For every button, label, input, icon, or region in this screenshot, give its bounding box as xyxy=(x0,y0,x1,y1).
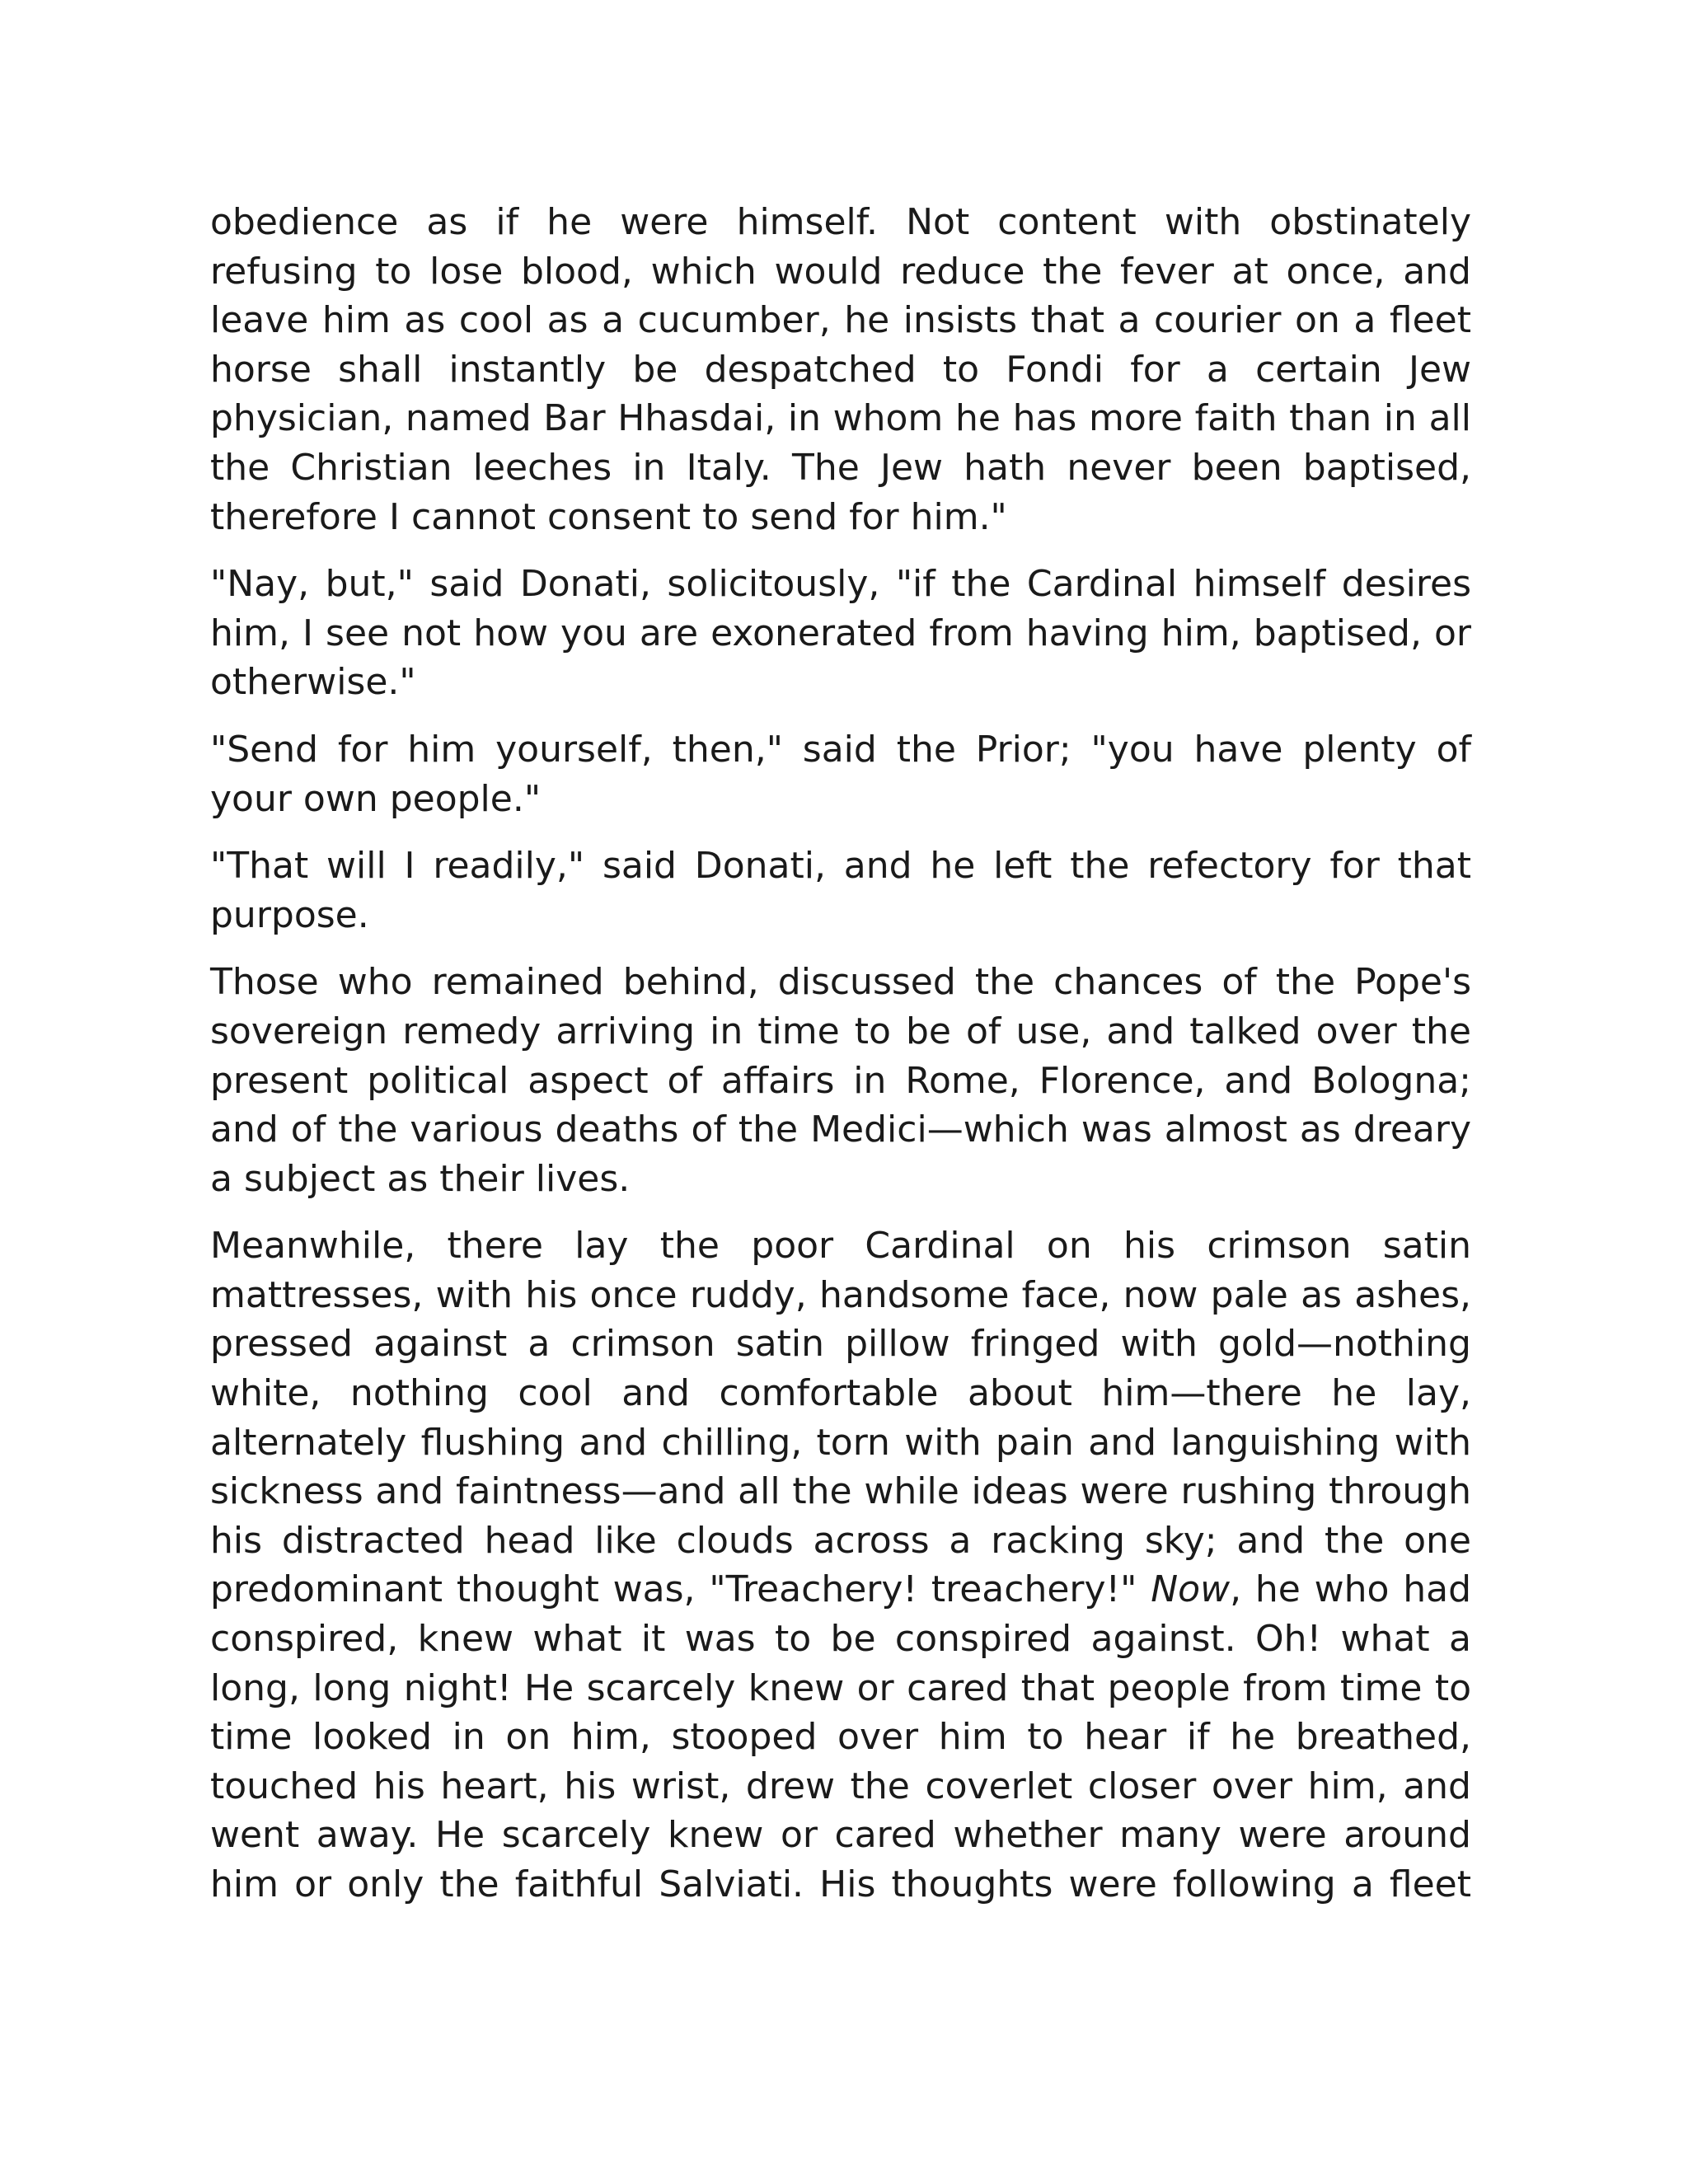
paragraph-text: Meanwhile, there lay the poor Cardinal on his crimson satin mattresses, with his once ruddy, handsome face, now pale as ashes, pressed against a crimson satin pillow fringed with gold—nothing white, nothing cool and comfortable about him—there he lay, alternately flushing and chilling, torn with pain and languishing with sickness and faintness—and all the while ideas were rushing through his distracted head like clouds across a racking sky; and the one predominant thought was, "Treachery! treachery!" xyxy=(210,1225,1471,1611)
paragraph: obedience as if he were himself. Not content with obstinately refusing to lose blood, which would reduce the fever at once, and leave him as cool as a cucumber, he insists that a courier on a fleet horse shall instantly be despatched to Fondi for a certain Jew physician, named Bar Hhasdai, in whom he has more faith than in all the Christian leeches in Italy. The Jew hath never been baptised, therefore I cannot consent to send for him." xyxy=(210,201,1471,538)
paragraph: "That will I readily," said Donati, and he left the refectory for that purpose. xyxy=(210,845,1471,936)
paragraph: "Nay, but," said Donati, solicitously, "if the Cardinal himself desires him, I see not how you are exonerated from having him, baptised, or otherwise." xyxy=(210,563,1471,704)
paragraph xyxy=(210,1221,1471,1909)
paragraph: Those who remained behind, discussed the chances of the Pope's sovereign remedy arriving in time to be of use, and talked over the present political aspect of affairs in Rome, Florence, and Bologna; and of the various deaths of the Medici—which was almost as dreary a subject as their lives. xyxy=(210,961,1471,1200)
page-body xyxy=(210,198,1471,1928)
emphasized-word: Now xyxy=(1151,1568,1231,1611)
paragraph-text: , he who had conspired, knew what it was to be conspired against. Oh! what a long, long night! He scarcely knew or cared that people from time to time looked in on him, stooped over him to hear if he breathed, touched his heart, his wrist, drew the coverlet closer over him, and went away. He scarcely knew or cared whether many were around him or only the faithful Salviati. His thoughts were following a fleet xyxy=(210,1568,1471,1905)
paragraph: "Send for him yourself, then," said the Prior; "you have plenty of your own people." xyxy=(210,728,1471,820)
